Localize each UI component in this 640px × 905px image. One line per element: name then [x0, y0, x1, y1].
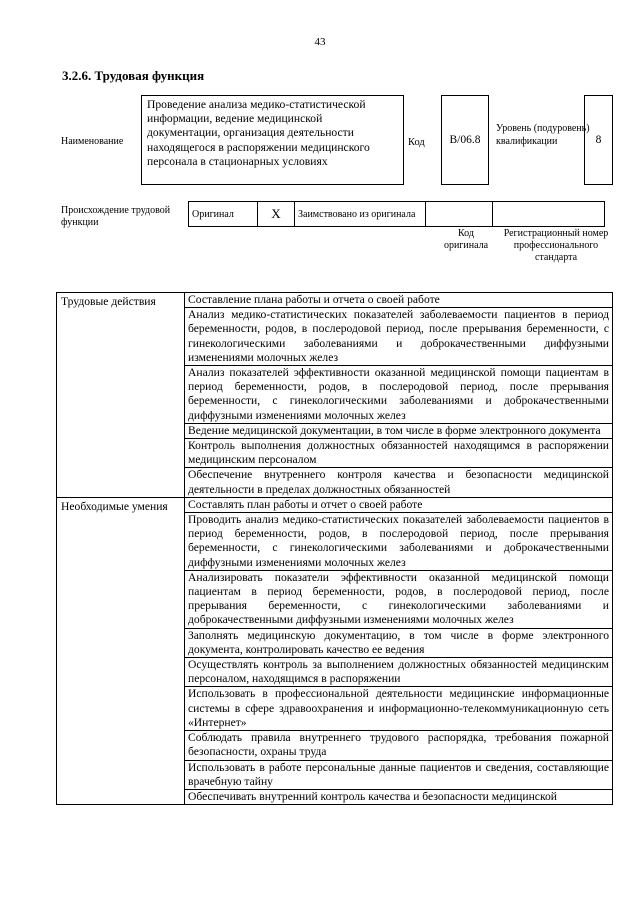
original-mark: X: [258, 202, 295, 227]
origin-table: [188, 201, 605, 227]
function-code-box: [441, 95, 489, 185]
item-text: Обеспечивать внутренний контроль качества и безопасности медицинской: [185, 789, 613, 804]
level-label: Уровень (подуровень) квалификации: [496, 123, 590, 147]
item-text: Использовать в профессиональной деятельности медицинские информационные системы в сфере здравоохранения и информационно-телекоммуникационную сеть «Интернет»: [185, 687, 613, 731]
item-text: Анализировать показатели эффективности оказанной медицинской помощи пациентам в период беременности, родов, в послеродовой период, после прерывания беременности, с гинекологическими заболеваниями и доброкачественными диффузными изменениями молочных желез: [185, 570, 613, 628]
name-label: Наименование: [61, 136, 124, 147]
item-text: Использовать в работе персональные данные пациентов и сведения, составляющие врачебную тайну: [185, 760, 613, 789]
original-code-cell: [426, 202, 493, 227]
code-original-caption: Код оригинала: [443, 228, 489, 251]
function-code: B/06.8: [449, 134, 481, 146]
item-text: Ведение медицинской документации, в том числе в форме электронного документа: [185, 423, 613, 438]
page-number: 43: [314, 36, 326, 48]
borrowed-cell: Заимствовано из оригинала: [295, 202, 426, 227]
item-text: Составление плана работы и отчета о своей работе: [185, 293, 613, 308]
origin-label: Происхождение трудовой функции: [61, 205, 171, 228]
section-label: Необходимые умения: [57, 497, 185, 804]
code-label: Код: [408, 137, 425, 148]
item-text: Анализ показателей эффективности оказанной медицинской помощи пациентам в период беременности, родов, в послеродовой период, после прерывания беременности, с гинекологическими заболеваниями и доброкачественными диффузными изменениями молочных желез: [185, 366, 613, 424]
reg-number-cell: [493, 202, 605, 227]
item-text: Проводить анализ медико-статистических показателей заболеваемости пациентов в период беременности, родов, в послеродовой период, после прерывания беременности, с гинекологическими заболеваниями и доброкачественными диффузными изменениями молочных желез: [185, 513, 613, 571]
item-text: Составлять план работы и отчет о своей работе: [185, 497, 613, 512]
level-value-box: [584, 95, 613, 185]
original-cell: Оригинал: [189, 202, 258, 227]
item-text: Заполнять медицинскую документацию, в том числе в форме электронного документа, контролировать качество ее ведения: [185, 628, 613, 657]
function-name-box: Проведение анализа медико-статистической информации, ведение медицинской документации, организация деятельности находящегося в распоряжении медицинского персонала в стационарных условиях: [141, 95, 404, 185]
table-row: [57, 497, 613, 512]
section-title: 3.2.6. Трудовая функция: [62, 68, 205, 83]
level-value: 8: [595, 134, 602, 146]
item-text: Контроль выполнения должностных обязанностей находящимся в распоряжении медицинским персоналом: [185, 439, 613, 468]
function-table: [56, 292, 613, 805]
item-text: Осуществлять контроль за выполнением должностных обязанностей медицинским персоналом, находящимся в распоряжении: [185, 658, 613, 687]
item-text: Обеспечение внутреннего контроля качества и безопасности медицинской деятельности в пределах должностных обязанностей: [185, 468, 613, 497]
reg-number-caption: Регистрационный номер профессионального стандарта: [503, 228, 609, 263]
item-text: Анализ медико-статистических показателей заболеваемости пациентов в период беременности, родов, в послеродовой период, после прерывания беременности, с гинекологическими заболеваниями и доброкачественными диффузными изменениями молочных желез: [185, 308, 613, 366]
table-row: [57, 293, 613, 308]
item-text: Соблюдать правила внутреннего трудового распорядка, требования пожарной безопасности, охраны труда: [185, 731, 613, 760]
section-label: Трудовые действия: [57, 293, 185, 498]
